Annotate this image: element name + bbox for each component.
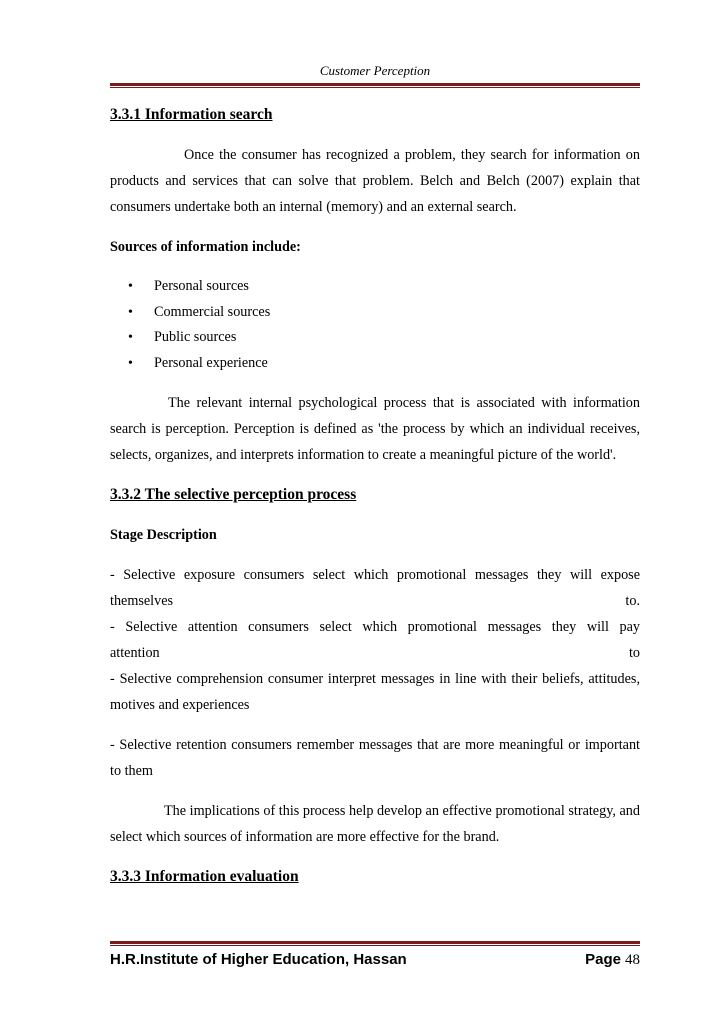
- selective-comprehension-paragraph: - Selective comprehension consumer interpret messages in line with their beliefs, attitudes, motives and experiences: [110, 671, 640, 713]
- paragraph-information-search: Once the consumer has recognized a problem, they search for information on products and services that can solve that problem. Belch and Belch (2007) explain that consumers undertake both an internal (memory) and an external search.: [110, 147, 640, 215]
- list-item: • Personal experience: [110, 351, 640, 377]
- paragraph-implications: The implications of this process help develop an effective promotional strategy, and select which sources of information are more effective for the brand.: [110, 803, 640, 845]
- selective-exposure-line: - Selective exposure consumers select which promotional messages they will expose: [110, 567, 640, 583]
- header-rule: [110, 83, 640, 88]
- list-item: • Personal sources: [110, 274, 640, 300]
- footer-page-label: Page: [585, 951, 621, 968]
- running-header: Customer Perception: [319, 63, 431, 78]
- footer-page-number: 48: [625, 952, 640, 968]
- selective-exposure-continuation: [110, 588, 640, 614]
- page-content: [110, 102, 640, 890]
- footer-rule: [110, 941, 640, 946]
- sources-label: Sources of information include:: [110, 239, 301, 255]
- selective-attention-continuation: [110, 640, 640, 666]
- list-item: • Commercial sources: [110, 300, 640, 326]
- sources-list: [110, 274, 640, 376]
- selective-attention-line: - Selective attention consumers select which promotional messages they will pay: [110, 619, 640, 635]
- section-heading-3-3-1: 3.3.1 Information search: [110, 106, 273, 123]
- exposure-word-to: to.: [625, 593, 640, 609]
- exposure-word-themselves: themselves: [110, 593, 174, 609]
- attention-word-attention: attention: [110, 645, 160, 661]
- paragraph-perception: The relevant internal psychological process that is associated with information search is perception. Perception is defined as 'the process by which an individual receives, selects, organizes, and interprets information to create a meaningful picture of the world'.: [110, 395, 640, 463]
- list-item: • Public sources: [110, 325, 640, 351]
- page-footer: [110, 951, 640, 969]
- footer-institution: H.R.Institute of Higher Education, Hassan: [110, 951, 407, 968]
- attention-word-to: to: [628, 645, 640, 661]
- footer-page-indicator: [585, 951, 640, 969]
- section-heading-3-3-3: 3.3.3 Information evaluation: [110, 868, 299, 885]
- selective-retention-paragraph: - Selective retention consumers remember messages that are more meaningful or important to them: [110, 737, 640, 779]
- stage-description-label: Stage Description: [110, 527, 217, 543]
- section-heading-3-3-2: 3.3.2 The selective perception process: [110, 486, 357, 503]
